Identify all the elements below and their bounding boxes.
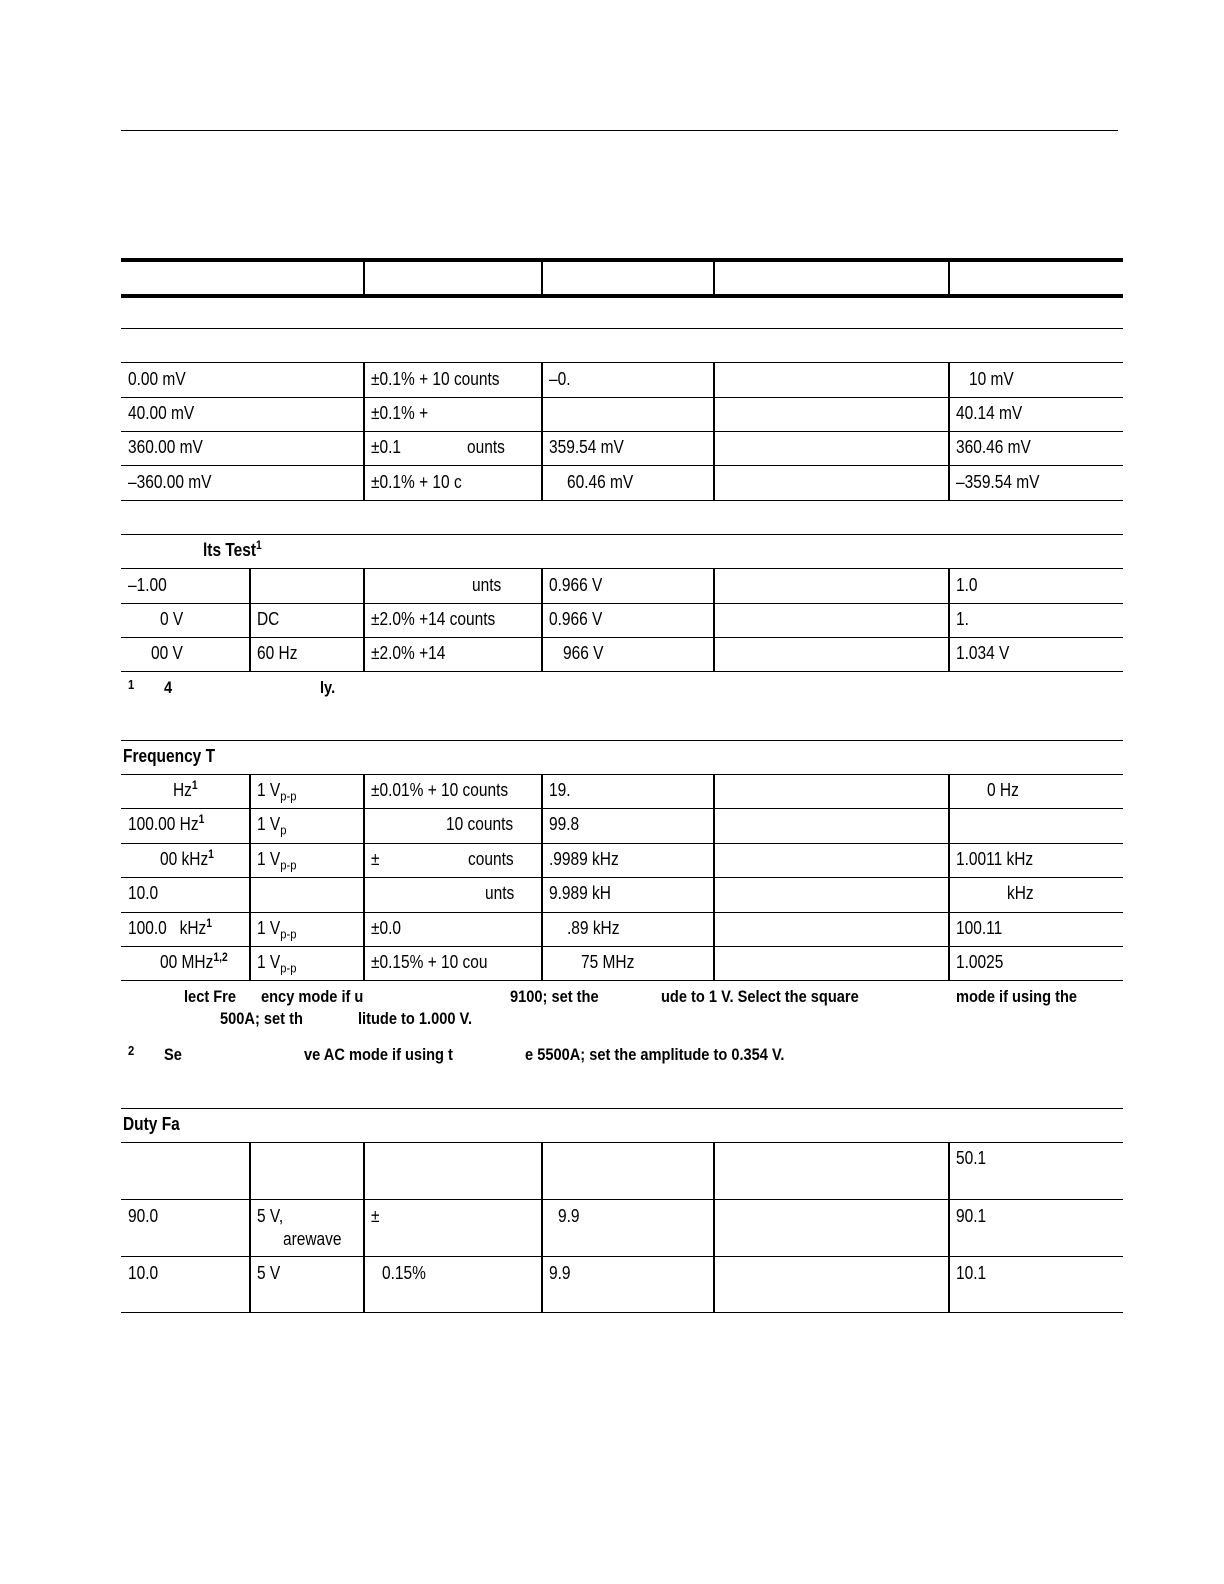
row-rule	[121, 637, 1123, 638]
row-rule	[121, 946, 1123, 947]
table-cell: unts	[485, 883, 515, 903]
row-rule	[121, 1199, 1123, 1200]
table-cell: 100.11	[956, 918, 1003, 938]
table-cell: 10.0	[128, 883, 159, 903]
table-cell: 100.0 kHz$^1$	[128, 916, 213, 938]
row-rule	[121, 671, 1123, 672]
row-rule	[121, 465, 1123, 466]
table-cell: 75 MHz	[581, 952, 635, 972]
table-cell: 966 V	[563, 643, 604, 663]
header-divider	[541, 258, 543, 296]
row-rule	[121, 1256, 1123, 1257]
footnote-mark: 2	[128, 1043, 135, 1058]
column-divider	[948, 362, 950, 501]
table-cell: 10.1	[956, 1263, 987, 1283]
column-divider	[363, 774, 365, 981]
table-cell: 9.989 kH	[549, 883, 611, 903]
section-title: Duty Fa	[123, 1114, 180, 1134]
table-top-rule	[121, 258, 1123, 262]
row-rule	[121, 1312, 1123, 1313]
table-cell: –0.	[549, 369, 571, 389]
footnote-text: litude to 1.000 V.	[358, 1009, 473, 1028]
column-divider	[249, 568, 251, 672]
table-cell: 00 MHz$^{1,2}$	[160, 950, 228, 972]
table-cell: –359.54 mV	[956, 472, 1040, 492]
table-cell: 359.54 mV	[549, 437, 624, 457]
table-cell: 1 $V_{p-p}$	[257, 849, 297, 873]
footnote-text: 500A; set th	[220, 1009, 303, 1028]
footnote-text: ude to 1 V. Select the square	[661, 987, 859, 1006]
footnote-text: 9100; set the	[510, 987, 599, 1006]
table-cell: ±0.1% +	[371, 403, 429, 423]
table-cell: ±0.0	[371, 918, 402, 938]
table-cell: 1 $V_{p-p}$	[257, 918, 297, 942]
table-cell: kHz	[1007, 883, 1034, 903]
table-cell: 0.966 V	[549, 575, 603, 595]
header-divider	[948, 258, 950, 296]
table-cell: ounts	[467, 437, 505, 457]
table-cell: 360.00 mV	[128, 437, 203, 457]
table-cell: ±0.01% + 10 counts	[371, 780, 509, 800]
table-cell: 90.1	[956, 1206, 987, 1226]
table-cell: 10 counts	[446, 814, 514, 834]
table-cell: 00 V	[151, 643, 183, 663]
table-cell: ±0.1	[371, 437, 402, 457]
table-cell: 0.15%	[382, 1263, 426, 1283]
table-cell: 100.00 Hz$^1$	[128, 812, 205, 834]
page-top-rule	[121, 130, 1118, 131]
column-divider	[363, 1142, 365, 1313]
row-rule	[121, 980, 1123, 981]
table-cell: DC	[257, 609, 280, 629]
column-divider	[948, 568, 950, 672]
row-rule	[121, 500, 1123, 501]
table-cell: 360.46 mV	[956, 437, 1031, 457]
column-divider	[249, 1142, 251, 1313]
table-cell: 90.0	[128, 1206, 159, 1226]
table-cell: 40.14 mV	[956, 403, 1023, 423]
footnote-text: mode if using the	[956, 987, 1078, 1006]
table-cell: 40.00 mV	[128, 403, 195, 423]
row-rule	[121, 603, 1123, 604]
table-cell: 5 V,	[257, 1206, 284, 1226]
column-divider	[713, 1142, 715, 1313]
table-cell: unts	[472, 575, 502, 595]
row-rule	[121, 912, 1123, 913]
table-cell: ±	[371, 1206, 380, 1226]
table-cell: 10 mV	[969, 369, 1014, 389]
column-divider	[541, 362, 543, 501]
column-divider	[541, 568, 543, 672]
row-rule	[121, 877, 1123, 878]
section-rule	[121, 1108, 1123, 1109]
column-divider	[713, 774, 715, 981]
header-divider	[363, 258, 365, 296]
table-cell: 19.	[549, 780, 571, 800]
table-cell: Hz$^1$	[173, 778, 198, 800]
table-cell: 1.034 V	[956, 643, 1010, 663]
table-cell: ±0.1% + 10 c	[371, 472, 462, 492]
table-cell: 1.0025	[956, 952, 1004, 972]
table-cell: 0.966 V	[549, 609, 603, 629]
table-cell: .9989 kHz	[549, 849, 619, 869]
table-cell: 5 V	[257, 1263, 281, 1283]
footnote-mark: 1	[128, 677, 135, 692]
column-divider	[541, 1142, 543, 1313]
column-divider	[541, 774, 543, 981]
section-rule	[121, 1142, 1123, 1143]
footnote-text: ency mode if u	[261, 987, 364, 1006]
table-cell: ±	[371, 849, 380, 869]
table-cell: 1.0	[956, 575, 978, 595]
table-cell: 9.9	[549, 1263, 571, 1283]
table-cell: 0 V	[160, 609, 184, 629]
footnote-text: e 5500A; set the amplitude to 0.354 V.	[525, 1045, 785, 1064]
header-divider	[713, 258, 715, 296]
table-cell: 10.0	[128, 1263, 159, 1283]
table-cell: 1.	[956, 609, 969, 629]
table-cell: 0.00 mV	[128, 369, 186, 389]
table-cell: ±2.0% +14	[371, 643, 446, 663]
row-rule	[121, 397, 1123, 398]
footnote-text: 4	[164, 678, 173, 697]
column-divider	[713, 362, 715, 501]
table-cell: 1 $V_p$	[257, 814, 287, 838]
table-cell: 60 Hz	[257, 643, 298, 663]
table-cell: –360.00 mV	[128, 472, 212, 492]
row-rule	[121, 843, 1123, 844]
table-cell: 00 kHz$^1$	[160, 847, 214, 869]
section-title: Frequency T	[123, 746, 216, 766]
column-divider	[948, 1142, 950, 1313]
column-divider	[363, 568, 365, 672]
column-divider	[249, 774, 251, 981]
column-divider	[713, 568, 715, 672]
section-title: lts Test$^1$	[203, 538, 262, 560]
table-cell: 1.0011 kHz	[956, 849, 1034, 869]
row-rule	[121, 431, 1123, 432]
section-rule	[121, 328, 1123, 329]
section-rule	[121, 740, 1123, 741]
table-cell: 99.8	[549, 814, 580, 834]
table-cell: 1 $V_{p-p}$	[257, 952, 297, 976]
footnote-text: lect Fre	[184, 987, 237, 1006]
table-header-rule	[121, 294, 1123, 298]
table-cell: 9.9	[558, 1206, 580, 1226]
section-rule	[121, 568, 1123, 569]
table-cell: 1 $V_{p-p}$	[257, 780, 297, 804]
footnote-text: ly.	[320, 678, 336, 697]
column-divider	[948, 774, 950, 981]
table-cell: .89 kHz	[567, 918, 620, 938]
row-rule	[121, 808, 1123, 809]
table-cell: arewave	[283, 1229, 342, 1249]
section-rule	[121, 774, 1123, 775]
table-cell: 0 Hz	[987, 780, 1019, 800]
table-cell: –1.00	[128, 575, 167, 595]
table-cell: ±0.1% + 10 counts	[371, 369, 500, 389]
column-divider	[363, 362, 365, 501]
table-cell: ±2.0% +14 counts	[371, 609, 496, 629]
section-rule	[121, 534, 1123, 535]
table-cell: 50.1	[956, 1148, 987, 1168]
table-cell: 60.46 mV	[567, 472, 634, 492]
table-cell: counts	[468, 849, 514, 869]
table-cell: ±0.15% + 10 cou	[371, 952, 488, 972]
footnote-text: Se	[164, 1045, 182, 1064]
footnote-text: ve AC mode if using t	[304, 1045, 453, 1064]
section-rule	[121, 362, 1123, 363]
